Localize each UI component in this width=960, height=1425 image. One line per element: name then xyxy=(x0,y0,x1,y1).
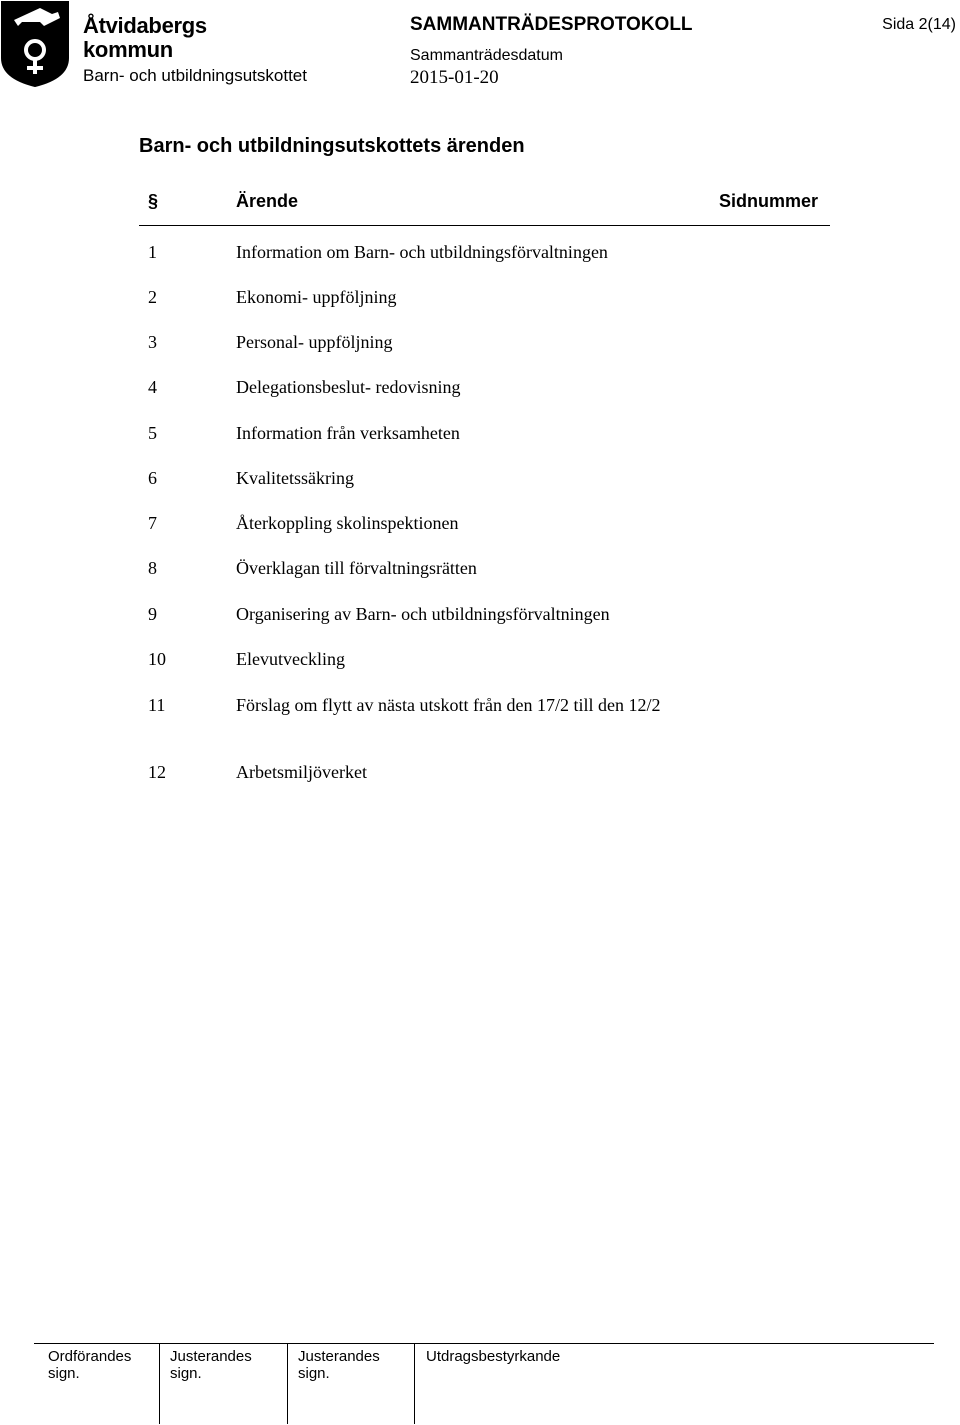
chair-signature-label: Ordförandes sign. xyxy=(48,1348,132,1382)
agenda-item-number: 1 xyxy=(148,242,157,262)
signature-footer xyxy=(34,1343,934,1425)
agenda-item-text: Överklagan till förvaltningsrätten xyxy=(236,558,477,578)
chair-signature-field xyxy=(34,1344,159,1425)
agenda-item-number: 5 xyxy=(148,423,157,443)
agenda-item-number: 8 xyxy=(148,558,157,578)
adjuster-signature-label-2: Justerandes sign. xyxy=(298,1348,380,1382)
column-header-matter: Ärende xyxy=(236,191,299,211)
agenda-item-text: Återkoppling skolinspektionen xyxy=(236,513,459,533)
organization-name-line2: kommun xyxy=(83,37,173,62)
agenda-item-number: 12 xyxy=(148,762,166,782)
section-title: Barn- och utbildningsutskottets ärenden xyxy=(139,135,525,157)
adjuster-signature-label: Justerandes sign. xyxy=(170,1348,252,1382)
agenda-item-text: Elevutveckling xyxy=(236,649,345,669)
agenda-table-header xyxy=(139,188,830,226)
adjuster-signature-field-2 xyxy=(288,1344,414,1425)
column-header-section: § xyxy=(148,191,159,211)
agenda-item-number: 11 xyxy=(148,695,166,715)
agenda-item-text: Delegationsbeslut- redovisning xyxy=(236,377,461,397)
column-header-page-number: Sidnummer xyxy=(718,191,818,211)
agenda-item-number: 9 xyxy=(148,604,157,624)
certifier-label: Utdragsbestyrkande xyxy=(426,1348,561,1365)
agenda-item-number: 6 xyxy=(148,468,157,488)
agenda-item-text: Information om Barn- och utbildningsförvaltningen xyxy=(236,242,608,262)
agenda-item-text: Organisering av Barn- och utbildningsförvaltningen xyxy=(236,604,610,624)
meeting-date-value: 2015-01-20 xyxy=(410,67,499,88)
agenda-item-number: 4 xyxy=(148,377,157,397)
agenda-item-number: 10 xyxy=(148,649,166,669)
agenda-item-number: 3 xyxy=(148,332,157,352)
certifier-field xyxy=(415,1344,934,1425)
agenda-item-text: Information från verksamheten xyxy=(236,423,460,443)
agenda-item-number: 2 xyxy=(148,287,157,307)
agenda-item-text: Kvalitetssäkring xyxy=(236,468,354,488)
committee-name: Barn- och utbildningsutskottet xyxy=(83,66,307,85)
agenda-item-number: 7 xyxy=(148,513,157,533)
agenda-item-text: Personal- uppföljning xyxy=(236,332,393,352)
agenda-item-text: Ekonomi- uppföljning xyxy=(236,287,397,307)
meeting-date-label: Sammanträdesdatum xyxy=(410,47,563,64)
organization-name: Åtvidabergs xyxy=(83,13,207,38)
page-number: Sida 2(14) xyxy=(882,16,956,33)
adjuster-signature-field xyxy=(160,1344,287,1425)
coat-of-arms-logo-icon xyxy=(0,0,70,88)
document-type: SAMMANTRÄDESPROTOKOLL xyxy=(410,14,693,35)
agenda-item-text: Förslag om flytt av nästa utskott från den 17/2 till den 12/2 xyxy=(236,695,661,715)
agenda-item-text: Arbetsmiljöverket xyxy=(236,762,367,782)
